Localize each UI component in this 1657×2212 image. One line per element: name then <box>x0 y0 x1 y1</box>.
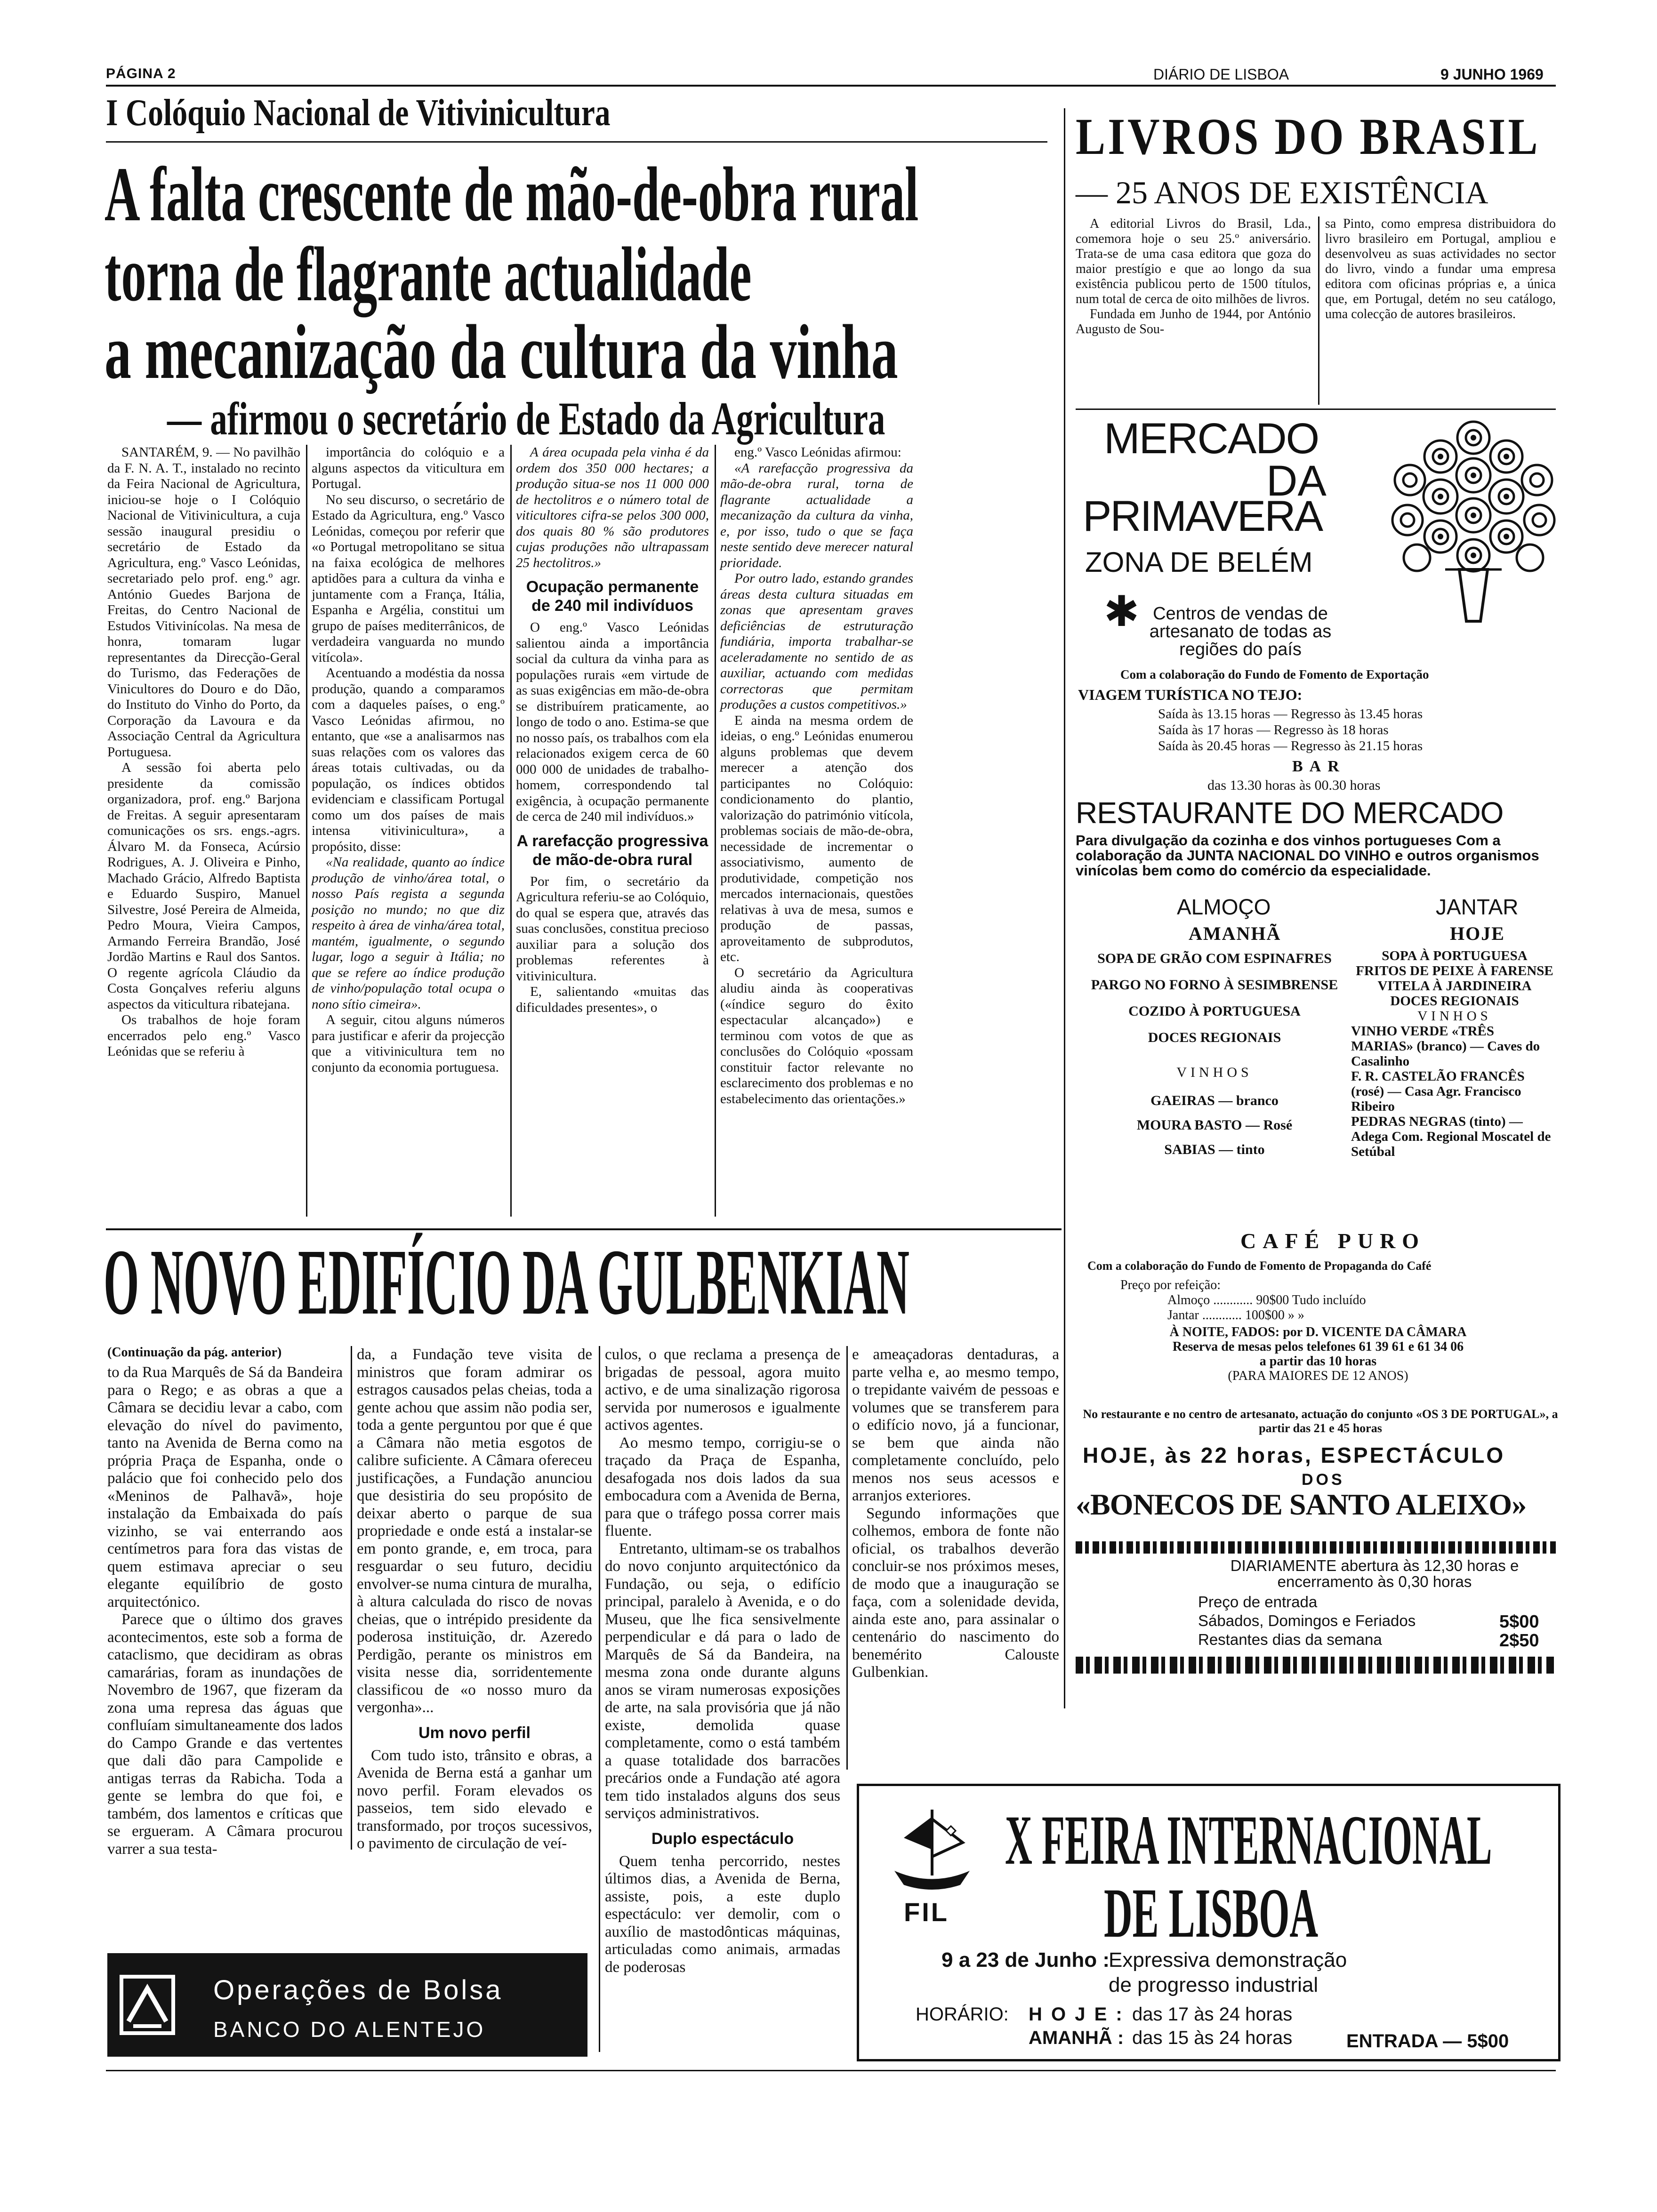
feira-desc-1: Expressiva demonstração <box>1109 1948 1347 1972</box>
decorative-border <box>1076 1657 1556 1674</box>
article1-column-1 <box>107 445 300 1217</box>
paragraph: Parece que o último dos graves acontecimentos, este sob a forma de cataclismo, que decidiram as obras camarárias, foram as inundações de Novembro de 1967, que fizeram da zona uma represa das águas que confluíam simultaneamente dos lados do Campo Grande e das vertentes que dali dão para Campolide e antigas terras da Rabicha. Toda a gente se lembra do que foi, e também, dos lamentos e críticas que se ergueram. A Câmara procurou varrer a sua testa- <box>107 1611 343 1858</box>
header-rule <box>106 85 1556 87</box>
paragraph: SANTARÉM, 9. — No pavilhão da F. N. A. T., instalado no recinto da Feira Nacional de Agricultura, iniciou-se hoje o I Colóquio Nacional de Vitivinicultura, a cuja sessão inaugural presidiu o secretário de Estado da Agricultura, eng.º Vasco Leónidas, secretariado pelo prof. eng.º agr. António Guedes Barjona de Freitas, do Centro Nacional de Estudos Vitivinícolas. Na mesa de honra, tomaram lugar representantes da Direcção-Geral do Turismo, das Federações de Vinicultores do Douro e do Dão, do Instituto do Vinho do Porto, da Corporação da Lavoura e da Associação Central da Agricultura Portuguesa. <box>107 445 300 760</box>
feira-title-1: X FEIRA INTERNACIONAL <box>1005 1801 1492 1879</box>
reserva-text: Reserva de mesas pelos telefones 61 39 61 e 61 34 06 <box>1172 1339 1464 1354</box>
gulbenkian-column-2 <box>357 1346 592 1850</box>
vinhos-title: VINHOS <box>1176 1065 1253 1080</box>
fomento-exportacao: Com a colaboração do Fundo de Fomento de Exportação <box>1120 667 1429 681</box>
flower-bouquet-illustration <box>1389 419 1558 626</box>
paragraph: Por outro lado, estando grandes áreas desta cultura situadas em zonas que apresentam graves deficiências de estruturação fundiária, importa trabalhar-se aceleradamente no sentido de as auxiliar, actuando com medidas correctoras que permitam produções a custos competitivos.» <box>720 571 913 712</box>
paragraph: O eng.º Vasco Leónidas salientou ainda a importância social da cultura da vinha para as populações rurais «em virtude de as suas exigências em mão-de-obra se distribuírem praticamente, ao longo de todo o ano. Estima-se que no nosso país, os trabalhos com ela relacionados exigem cerca de 60 000 000 de unidades de trabalho-homem, correspondendo tal exigência, à ocupação permanente de cerca de 240 mil indivíduos.» <box>516 620 709 824</box>
viagem-times <box>1158 706 1423 754</box>
paragraph: «A rarefacção progressiva da mão-de-obra rural, torna de flagrante actualidade a mecanização da cultura da vinha, e, por isso, tudo o que se faça neste sentido deve merecer natural prioridade. <box>720 460 913 570</box>
headline-line-2: torna de flagrante actualidade <box>105 231 752 317</box>
paragraph: A sessão foi aberta pelo presidente da comissão organizadora, prof. eng.º Barjona de Freitas. A seguir apresentaram comunicações os srs. engs.-agrs. Álvaro M. da Fonseca, Acúrsio Rodrigues, A. J. Oliveira e Pinho, Machado Grácio, Alfredo Baptista e Eduardo Suspiro, Manuel Silvestre, José Pereira de Almeida, Pedro Moura, Vieira Campos, Armando Ferreira Brandão, José Jordão Martins e Raul dos Santos. O regente agrícola Cláudio da Costa Gonçalves referiu alguns aspectos da viticultura ribatejana. <box>107 760 300 1012</box>
fados-text: À NOITE, FADOS: por D. VICENTE DA CÂMARA <box>1169 1325 1467 1339</box>
livros-column-b <box>1325 216 1556 405</box>
article1-column-4 <box>720 445 913 1217</box>
column-divider <box>599 1346 600 2052</box>
wine-item: VINHO VERDE «TRÊS MARIAS» (branco) — Caves do Casalinho <box>1351 1024 1540 1069</box>
column-divider <box>510 445 512 1217</box>
article1-column-3 <box>516 445 709 1217</box>
fados-info <box>1078 1325 1558 1383</box>
section-subheading: Duplo espectáculo <box>651 1829 794 1848</box>
horario-label: HORÁRIO: <box>916 2004 1009 2025</box>
jantar-title: JANTAR <box>1436 895 1519 919</box>
preco-jantar: Jantar ............ 100$00 » » <box>1167 1308 1304 1322</box>
menu-almoco <box>1083 951 1346 1158</box>
feira-dates: 9 a 23 de Junho : <box>941 1948 1110 1972</box>
paragraph: Acentuando a modéstia da nossa produção, quando a comparamos com a daqueles países, o eng.º Vasco Leónidas afirmou, no entanto, que «se a analisarmos nas suas relações com os valores das áreas totais cultivadas, ou da população, os índices obtidos evidenciam e classificam Portugal como um dos países de mais intensa vitivinicultura», a propósito, disse: <box>312 665 505 854</box>
article-kicker: I Colóquio Nacional de Vitivinicultura <box>106 92 611 134</box>
sabados-label: Sábados, Domingos e Feriados <box>1198 1612 1416 1629</box>
paragraph: Com tudo isto, trânsito e obras, a Avenida de Berna está a ganhar um novo perfil. Foram elevados os passeios, tem sido elevado e transformado, por troços sucessivos, o pavimento de circulação de veí- <box>357 1747 592 1852</box>
bottom-rule <box>106 2070 1556 2071</box>
paragraph: da, a Fundação teve visita de ministros que foram admirar os estragos causados pelas cheias, toda a gente achou que assim não podia ser, toda a gente perguntou por que é que a Câmara não metia esgotos de calibre suficiente. A Câmara ofereceu justificações, a Fundação anunciou que desistiria do seu propósito de deixar aberto o parque de sua propriedade e onde está a instalar-se em ponto grande, e, em troca, para resguardar o seu futuro, decidiu envolver-se numa cintura de muralha, à altura calculada do risco de novas cheias, que o intrépido presidente da poderosa instituição, dr. Azeredo Perdigão, perante os ministros em visita nesse dia, sorridentemente classificou de «o nosso muro da vergonha»... <box>357 1346 592 1716</box>
gulbenkian-column-1 <box>107 1364 343 1858</box>
preco-label: Preço por refeição: <box>1120 1278 1221 1292</box>
headline-line-3: a mecanização da cultura da vinha <box>105 309 898 395</box>
restaurante-title: RESTAURANTE DO MERCADO <box>1076 796 1504 830</box>
bolsa-ad <box>107 1953 587 2057</box>
paragraph: Quem tenha percorrido, nestes últimos dias, a Avenida de Berna, assiste, pois, a este duplo espectáculo: ver demolir, com o auxílio de mastodônticas máquinas, articuladas como animais, armadas de poderosas <box>605 1852 840 1976</box>
wine-item: SABIAS — tinto <box>1164 1142 1265 1157</box>
paragraph: eng.º Vasco Leónidas afirmou: <box>734 445 901 460</box>
paragraph: e ameaçadoras dentaduras, a parte velha e, ao mesmo tempo, o trepidante vaivém de pessoas e volumes que se transferem para o edifício novo, já a funcionar, se bem que ainda não completamente concluído, pelo menos nos seus acessos e arranjos exteriores. <box>852 1346 1059 1504</box>
issue-date: 9 JUNHO 1969 <box>1440 66 1544 83</box>
paragraph: Fundada em Junho de 1944, por António Augusto de Sou- <box>1076 307 1311 337</box>
menu-item: DOCES REGIONAIS <box>1148 1030 1281 1045</box>
mercado-zona: ZONA DE BELÉM <box>1085 546 1313 578</box>
feira-ad <box>857 1784 1560 2061</box>
menu-jantar <box>1351 948 1558 1159</box>
kicker-rule <box>106 141 1047 143</box>
amanha-label: AMANHÃ : <box>1029 2028 1124 2048</box>
column-divider <box>715 445 716 1217</box>
continuacao: (Continuação da pág. anterior) <box>107 1345 282 1360</box>
viagem-row: Saída às 20.45 horas — Regresso às 21.15 horas <box>1158 738 1423 753</box>
wine-item: F. R. CASTELÃO FRANCÊS (rosé) — Casa Agr. Francisco Ribeiro <box>1351 1069 1525 1114</box>
sabados-price: 5$00 <box>1499 1612 1539 1632</box>
menu-item: PARGO NO FORNO À SESIMBRENSE <box>1091 977 1338 993</box>
restantes-price: 2$50 <box>1499 1631 1539 1651</box>
livros-column-a <box>1076 216 1311 405</box>
livros-rule <box>1076 409 1556 410</box>
subheadline: — afirmou o secretário de Estado da Agricultura <box>167 393 885 445</box>
hoje-espectaculo: HOJE, às 22 horas, ESPECTÁCULO <box>1083 1443 1505 1467</box>
viagem-title: VIAGEM TURÍSTICA NO TEJO: <box>1078 686 1303 703</box>
restantes-label: Restantes dias da semana <box>1198 1631 1382 1648</box>
column-divider <box>1318 216 1319 405</box>
mercado-title-1: MERCADO <box>1104 415 1319 463</box>
section-subheading: A rarefacção progressiva de mão-de-obra rural <box>516 832 708 869</box>
almoco-title: ALMOÇO <box>1177 895 1271 919</box>
hoje-hours: das 17 às 24 horas <box>1132 2004 1293 2025</box>
menu-item: FRITOS DE PEIXE À FARENSE <box>1356 963 1553 978</box>
bar-title: BAR <box>1292 758 1346 775</box>
vinhos-title: VINHOS <box>1417 1009 1492 1024</box>
paragraph: Por fim, o secretário da Agricultura referiu-se ao Colóquio, do qual se espera que, através das suas conclusões, constitua precioso auxiliar para a solução dos problemas referentes à vitivinicultura. <box>516 874 709 984</box>
mercado-title-2: DA <box>1266 457 1327 505</box>
bank-name: BANCO DO ALENTEJO <box>213 2017 486 2042</box>
newspaper-name: DIÁRIO DE LISBOA <box>1153 66 1289 83</box>
mercado-centros: Centros de vendas de artesanato de todas as regiões do país <box>1149 604 1332 659</box>
paragraph: Entretanto, ultimam-se os trabalhos do novo conjunto arquitectónico da Fundação, ou seja, o edifício principal, paralelo à Avenida, e o do Museu, que lhe fica sensivelmente perpendicular e dá para o lado de Marquês de Sá da Bandeira, na mesma zona onde durante alguns anos se viram numerosas exposições de arte, na sala provisória que já não existe, demolida quase completamente, como o está também a quase totalidade dos barracões precários onde a Fundação até agora tem tido instalados alguns dos seus serviços administrativos. <box>605 1540 840 1822</box>
feira-desc-2: de progresso industrial <box>1109 1973 1319 1996</box>
amanha-label: AMANHÃ <box>1189 923 1281 944</box>
sabados-line <box>1198 1612 1539 1632</box>
entrada-price: ENTRADA — 5$00 <box>1346 2031 1509 2052</box>
no-restaurante: No restaurante e no centro de artesanato, actuação do conjunto «OS 3 DE PORTUGAL», a partir das 21 e 45 horas <box>1083 1407 1558 1435</box>
preco-refeicao <box>1120 1278 1366 1323</box>
paragraph: Segundo informações que colhemos, embora de fonte não oficial, os trabalhos deverão concluir-se nos próximos meses, de modo que a inauguração se faça, com a solenidade devida, ainda este ano, para assinalar o centenário do nascimento do benemérito Calouste Gulbenkian. <box>852 1505 1059 1681</box>
mercado-title-3: PRIMAVERA <box>1083 492 1322 540</box>
hoje-label: H O J E : <box>1029 2004 1124 2025</box>
paragraph: E ainda na mesma ordem de ideias, o eng.º Leónidas enumerou alguns problemas que devem merecer a atenção dos participantes no Colóquio: condicionamento do plantio, valorização do património vitícola, problemas sociais de mão-de-obra, necessidade de incrementar o associativismo, aumento de produtividade, competição nos mercados internacionais, questões relativas à uva de mesa, sumos e produção de passas, aproveitamento de subprodutos, etc. <box>720 713 913 964</box>
livros-subtitle: — 25 ANOS DE EXISTÊNCIA <box>1076 175 1488 210</box>
paragraph: sa Pinto, como empresa distribuidora do livro brasileiro em Portugal, ampliou e desenvolveu as suas actividades no sector do livro, vindo a fundar uma empresa editora com oficinas próprias e, a única que, em Portugal, detém no seu catálogo, uma colecção de autores brasileiros. <box>1325 216 1556 321</box>
menu-item: SOPA À PORTUGUESA <box>1382 948 1528 963</box>
wine-item: MOURA BASTO — Rosé <box>1136 1117 1293 1133</box>
paragraph: to da Rua Marquês de Sá da Bandeira para o Rego; e as obras a que a Câmara se decidiu levar a cabo, com elevação do nível do pavimento, tanto na Avenida de Berna como na própria Praça de Espanha, onde o palácio que foi conhecido pelo dos «Meninos de Palhavã», hoje instalação da Embaixada do país vizinho, se vai enterrando aos centímetros para fora das vistas de quem estimava apreciar o seu elegante equilíbrio de gosto arquitectónico. <box>107 1364 343 1611</box>
paragraph: No seu discurso, o secretário de Estado da Agricultura, eng.º Vasco Leónidas, começou por referir que «o Portugal metropolitano se situa na faixa ecológica de melhores aptidões para a cultura da vinha e juntamente com a França, Itália, Espanha e Argélia, constitui um grupo de países mediterrânicos, de verdadeira vanguarda no mundo vitícola». <box>312 492 505 665</box>
column-divider <box>351 1346 352 1850</box>
maiores-text: (PARA MAIORES DE 12 ANOS) <box>1228 1369 1408 1383</box>
partir-text: a partir das 10 horas <box>1259 1354 1377 1369</box>
column-divider <box>846 1346 848 1770</box>
cafe-colab: Com a colaboração do Fundo de Fomento de Propaganda do Café <box>1087 1259 1432 1273</box>
wine-item: PEDRAS NEGRAS (tinto) — Adega Com. Regional Moscatel de Setúbal <box>1351 1114 1551 1159</box>
diariamente: DIARIAMENTE abertura às 12,30 horas e encerramento às 0,30 horas <box>1230 1557 1519 1590</box>
paragraph: culos, o que reclama a presença de brigadas de pessoal, agora muito activo, e de uma sinalização rigorosa servida por numerosos e igualmente activos agentes. <box>605 1346 840 1434</box>
section-subheading: Um novo perfil <box>418 1723 531 1742</box>
paragraph: A seguir, citou alguns números para justificar e aferir da projecção que a vitivinicultura tem no conjunto da economia portuguesa. <box>312 1012 505 1075</box>
headline-line-1: A falta crescente de mão-de-obra rural <box>105 151 919 237</box>
dos-label: DOS <box>1302 1471 1345 1489</box>
gulbenkian-column-3 <box>605 1346 840 2052</box>
section-divider <box>1064 108 1065 1708</box>
section-subheading: Ocupação permanente de 240 mil indivíduos <box>526 578 699 615</box>
asterisk-icon: ✱ <box>1104 587 1140 636</box>
paragraph: Os trabalhos de hoje foram encerrados pelo eng.º Vasco Leónidas que se referiu à <box>107 1012 300 1059</box>
paragraph: A área ocupada pela vinha é da ordem dos 350 000 hectares; a produção situa-se nos 11 000 000 de hectolitros e o número total de viticultores cifra-se pelos 300 000, dos quais 80 % são produtores cujas produções não ultrapassam 25 hectolitros.» <box>516 445 709 570</box>
bar-hours: das 13.30 horas às 00.30 horas <box>1207 777 1381 793</box>
page-number: PÁGINA 2 <box>106 66 176 81</box>
paragraph: A editorial Livros do Brasil, Lda., comemora hoje o seu 25.º aniversário. Trata-se de uma casa editora que goza do maior prestígio e que ao longo da sua existência publicou perto de 1500 títulos, num total de cerca de oito milhões de livros. <box>1076 216 1311 306</box>
gulbenkian-headline: O NOVO EDIFÍCIO DA GULBENKIAN <box>104 1230 909 1334</box>
article1-column-2 <box>312 445 505 1217</box>
preco-entrada: Preço de entrada <box>1198 1593 1318 1611</box>
menu-item: VITELA À JARDINEIRA <box>1377 978 1532 994</box>
paragraph: «Na realidade, quanto ao índice produção de vinho/área total, o nosso País regista a segunda posição no mundo; no que diz respeito à área de vinha/área total, mantém, igualmente, o segundo lugar, logo a seguir à Itália; no que se refere ao índice produção de vinho/população total ocupa o nono sítio cimeira». <box>312 855 505 1012</box>
cafe-title: CAFÉ PURO <box>1240 1229 1426 1253</box>
gulbenkian-column-4 <box>852 1346 1059 1770</box>
paragraph: importância do colóquio e a alguns aspectos da viticultura em Portugal. <box>312 445 505 491</box>
bonecos-title: «BONECOS DE SANTO ALEIXO» <box>1076 1488 1527 1521</box>
livros-title: LIVROS DO BRASIL <box>1076 108 1540 165</box>
bank-logo-icon <box>119 1974 176 2036</box>
column-divider <box>306 445 307 1217</box>
decorative-border <box>1076 1541 1556 1554</box>
restaurante-text: Para divulgação da cozinha e dos vinhos portugueses Com a colaboração da JUNTA NACIONAL DO VINHO e outros organismos vinícolas bem como do comércio da especialidade. <box>1076 832 1539 879</box>
viagem-row: Saída às 17 horas — Regresso às 18 horas <box>1158 722 1389 737</box>
restantes-line <box>1198 1631 1539 1651</box>
menu-item: COZIDO À PORTUGUESA <box>1128 1003 1301 1019</box>
paragraph: E, salientando «muitas das dificuldades presentes», o <box>516 984 709 1015</box>
bolsa-title: Operações de Bolsa <box>213 1975 503 2005</box>
wine-item: GAEIRAS — branco <box>1150 1093 1279 1108</box>
menu-item: SOPA DE GRÃO COM ESPINAFRES <box>1097 951 1332 966</box>
feira-title-2: DE LISBOA <box>1104 1874 1319 1952</box>
viagem-row: Saída às 13.15 horas — Regresso às 13.45 horas <box>1158 706 1423 721</box>
paragraph: O secretário da Agricultura aludiu ainda às cooperativas («índice seguro do êxito espectacular alcançado») e terminou com votos de que as conclusões do Colóquio «possam constituir factor relevante no esclarecimento dos problemas e no estabelecimento das orientações.» <box>720 965 913 1106</box>
amanha-hours: das 15 às 24 horas <box>1132 2028 1293 2048</box>
preco-almoco: Almoço ............ 90$00 Tudo incluído <box>1167 1293 1366 1307</box>
paragraph: Ao mesmo tempo, corrigiu-se o traçado da Praça de Espanha, desafogada nos dois lados da sua embocadura com a Avenida de Berna, para que o tráfego possa correr mais fluente. <box>605 1434 840 1539</box>
hoje-label: HOJE <box>1450 923 1505 944</box>
fil-logo-text: FIL <box>904 1897 949 1927</box>
menu-item: DOCES REGIONAIS <box>1390 994 1519 1009</box>
